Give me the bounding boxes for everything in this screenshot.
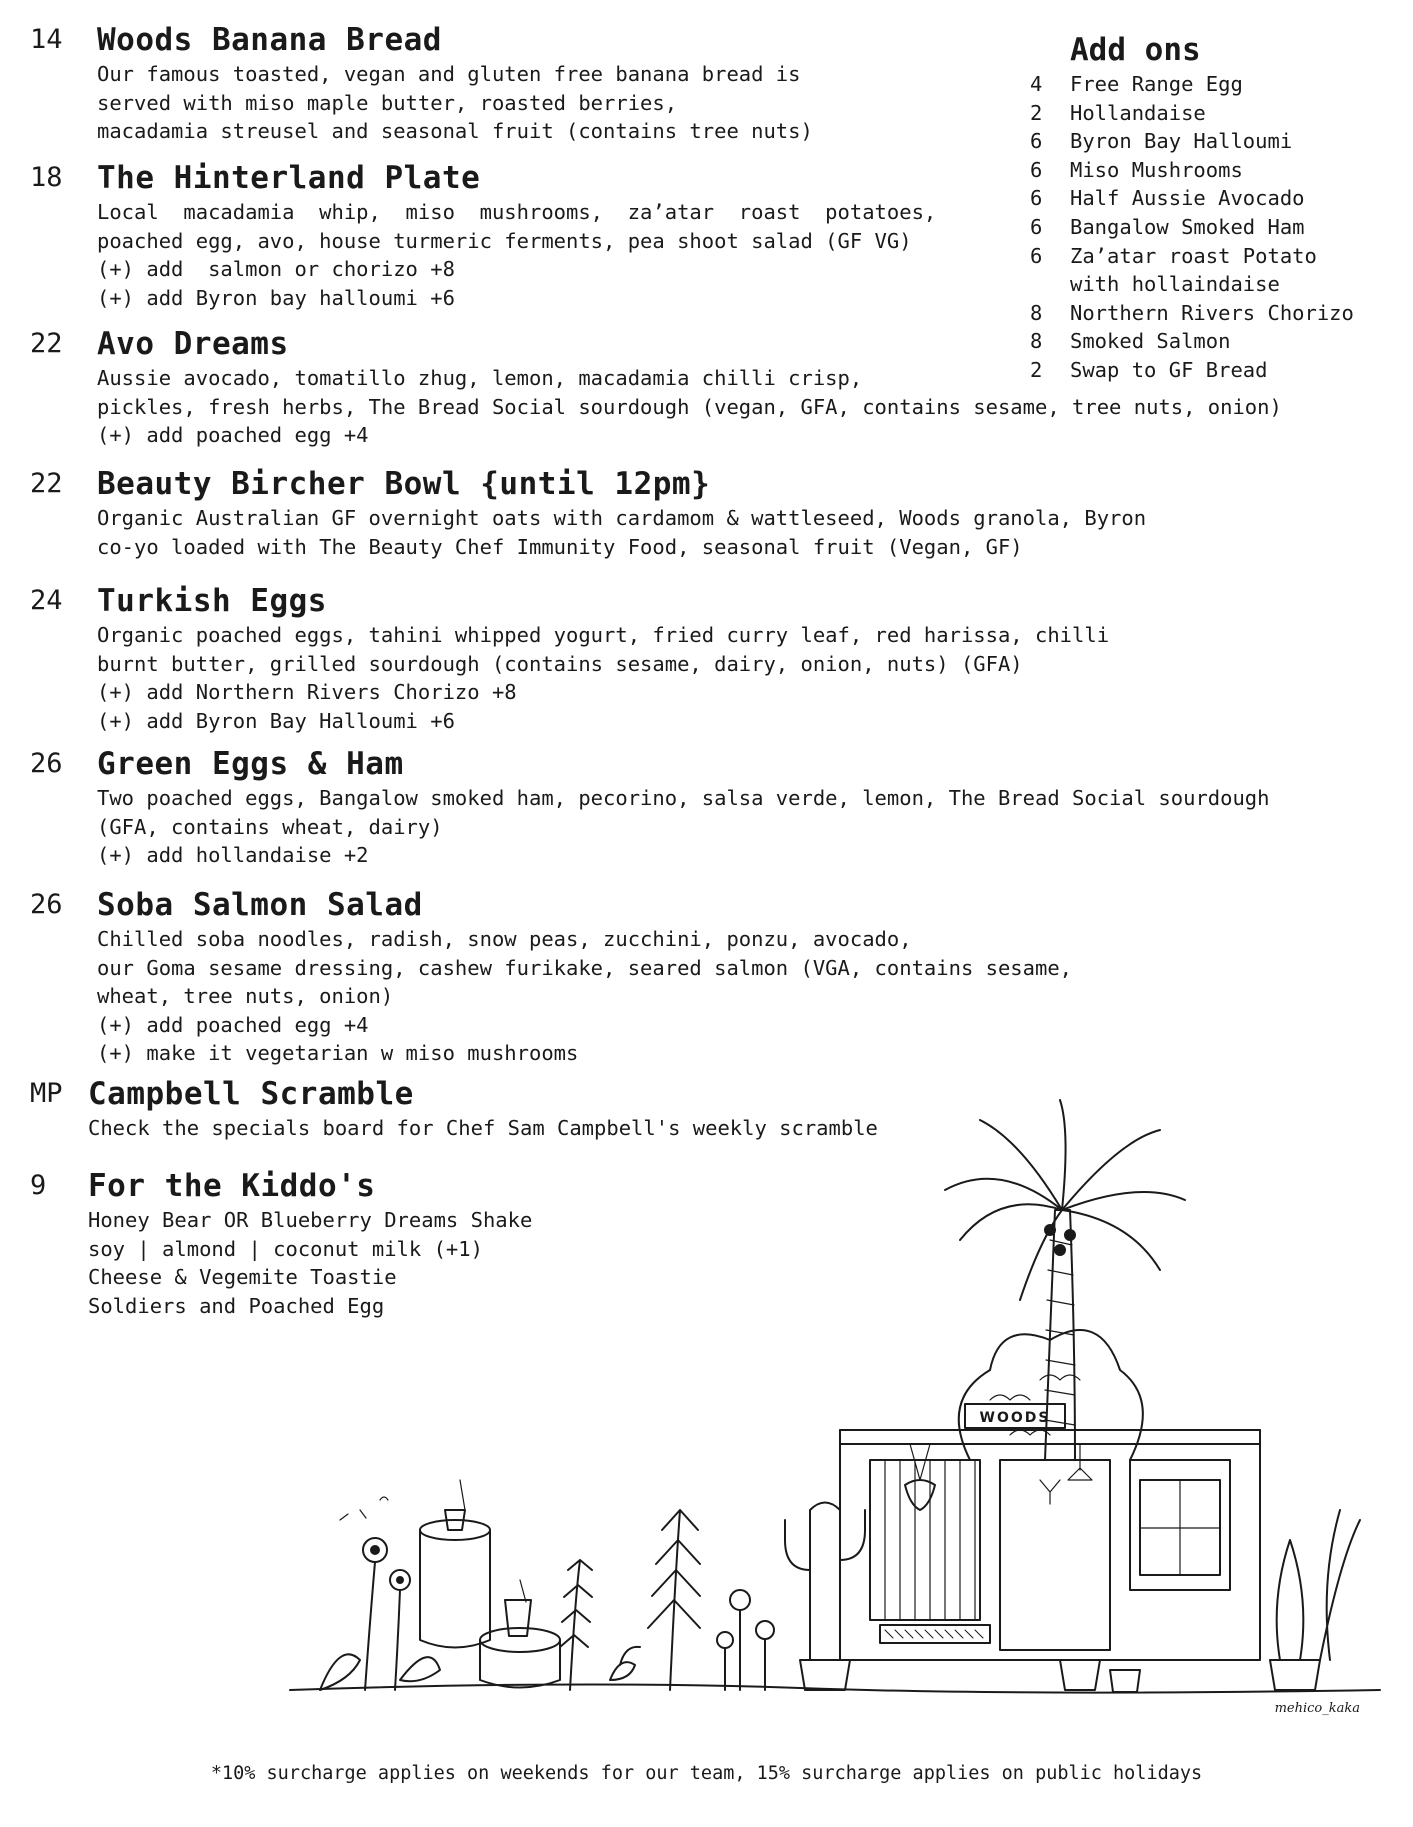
menu-item-price: 9 [30,1170,47,1201]
menu-item-description: macadamia streusel and seasonal fruit (contains tree nuts) [97,119,813,143]
menu-item-price: 26 [30,748,63,779]
menu-item [30,160,936,312]
menu-item-name: Avo Dreams [97,326,289,362]
addon-name: Swap to GF Bread [1070,357,1268,382]
menu-item-addon: (+) add Byron bay halloumi +6 [97,285,455,310]
addon-row [1030,99,1354,128]
menu-item-price: 22 [30,468,63,499]
menu-item-name: The Hinterland Plate [97,160,481,196]
addon-row [1030,242,1354,271]
menu-item-description: pickles, fresh herbs, The Bread Social sourdough (vegan, GFA, contains sesame, tree nuts, onion) [97,394,1282,419]
menu-item-name: Beauty Bircher Bowl {until 12pm} [97,466,711,502]
surcharge-note: *10% surcharge applies on weekends for our team, 15% surcharge applies on public holidays [210,1763,1203,1784]
menu-item-name: Woods Banana Bread [97,22,442,58]
addon-price: 2 [1030,357,1043,382]
shop-sign: WOODS [979,1410,1051,1426]
cactus-icon [785,1503,1360,1691]
menu-item-addon: (+) add salmon or chorizo +8 [97,257,455,281]
addon-name: Byron Bay Halloumi [1070,129,1293,154]
addon-row [1030,299,1354,328]
addon-row [1030,156,1354,185]
shop-front-icon [840,1404,1260,1660]
addon-row [1030,184,1354,213]
menu-item [30,466,1146,561]
menu-item-description: Organic Australian GF overnight oats with cardamom & wattleseed, Woods granola, Byron [97,506,1147,530]
menu-item-addon: (+) make it vegetarian w miso mushrooms [97,1041,579,1065]
menu-item-description: Honey Bear OR Blueberry Dreams Shake [88,1208,533,1232]
menu-item-price: 26 [30,889,63,920]
menu-item-description: wheat, tree nuts, onion) [97,984,394,1008]
addon-price: 8 [1030,300,1043,325]
addon-row [1030,127,1354,156]
menu-item-description: Aussie avocado, tomatillo zhug, lemon, macadamia chilli crisp, [97,366,863,390]
addon-name: Free Range Egg [1070,72,1243,96]
menu-item-name: Soba Salmon Salad [97,887,423,923]
addon-price: 6 [1030,157,1043,182]
ground-line [290,1684,1380,1692]
menu-item-description: co-yo loaded with The Beauty Chef Immunity Food, seasonal fruit (Vegan, GF) [97,534,1023,559]
menu-item-description: Chilled soba noodles, radish, snow peas, zucchini, ponzu, avocado, [97,927,912,951]
shopfront-illustration [280,1040,1400,1740]
menu-item-description: soy | almond | coconut milk (+1) [88,1236,483,1261]
addon-name: Hollandaise [1070,100,1206,125]
addon-price: 6 [1030,214,1043,239]
addon-name: Bangalow Smoked Ham [1070,214,1305,239]
menu-item-description: Local macadamia whip, miso mushrooms, za’atar roast potatoes, [97,200,937,224]
addon-name: with hollaindaise [1070,272,1280,297]
menu-item-price: MP [30,1078,63,1109]
addon-row [1030,70,1354,99]
menu-item [30,746,1270,870]
menu-item-addon: (+) add Northern Rivers Chorizo +8 [97,680,517,704]
addons-panel [1030,30,1354,385]
menu-item-name: Campbell Scramble [88,1076,414,1112]
menu-item-price: 24 [30,585,63,616]
addon-row [1030,327,1354,356]
menu-item-description: Organic poached eggs, tahini whipped yogurt, fried curry leaf, red harissa, chilli [97,623,1110,647]
menu-item-description: Soldiers and Poached Egg [88,1293,385,1318]
addons-list [1030,70,1354,385]
addon-name: Miso Mushrooms [1070,157,1243,182]
menu-item-description: Our famous toasted, vegan and gluten free banana bread is [97,62,801,86]
pots-icon [1060,1660,1140,1692]
menu-item-description: Check the specials board for Chef Sam Campbell's weekly scramble [88,1116,878,1140]
addon-name: Northern Rivers Chorizo [1070,300,1354,325]
addon-price [1030,270,1070,299]
addon-price: 6 [1030,186,1043,211]
addons-title: Add ons [1070,32,1201,68]
menu-item-description: Two poached eggs, Bangalow smoked ham, pecorino, salsa verde, lemon, The Bread Social sourdough [97,786,1270,810]
menu-item-description: served with miso maple butter, roasted berries, [97,90,678,115]
menu-item-description: Cheese & Vegemite Toastie [88,1265,397,1289]
flowers-icon [320,1497,774,1690]
menu-item-name: Turkish Eggs [97,583,327,619]
menu-item-addon: (+) add Byron Bay Halloumi +6 [97,708,455,733]
addon-row [1030,270,1354,299]
artist-signature: mehico_kaka [1274,1701,1360,1716]
addon-name: Half Aussie Avocado [1070,186,1305,211]
menu-item-price: 14 [30,24,63,55]
menu-item-price: 22 [30,328,63,359]
menu-item-addon: (+) add hollandaise +2 [97,843,369,867]
menu-item-addon: (+) add poached egg +4 [97,423,369,447]
menu-item-name: For the Kiddo's [88,1168,376,1204]
addon-price: 2 [1030,100,1043,125]
menu-item-description: (GFA, contains wheat, dairy) [97,814,443,839]
addon-name: Za’atar roast Potato [1070,243,1317,268]
menu-item-price: 18 [30,162,63,193]
tree-stump-icon [420,1480,560,1688]
addon-price: 6 [1030,129,1043,154]
menu-item-description: burnt butter, grilled sourdough (contains sesame, dairy, onion, nuts) (GFA) [97,651,1023,676]
menu-item [30,22,813,146]
addon-price: 6 [1030,243,1043,268]
menu-item-description: our Goma sesame dressing, cashew furikake, seared salmon (VGA, contains sesame, [97,955,1073,980]
menu-item-addon: (+) add poached egg +4 [97,1012,369,1037]
addon-row [1030,356,1354,385]
addon-row [1030,213,1354,242]
addon-price: 8 [1030,329,1043,354]
menu-item-description: poached egg, avo, house turmeric ferments, pea shoot salad (GF VG) [97,228,912,253]
shrub-icon [959,1330,1143,1460]
addon-name: Smoked Salmon [1070,329,1231,354]
menu-item-name: Green Eggs & Ham [97,746,404,782]
menu-item [30,583,1109,735]
addon-price: 4 [1030,72,1043,96]
